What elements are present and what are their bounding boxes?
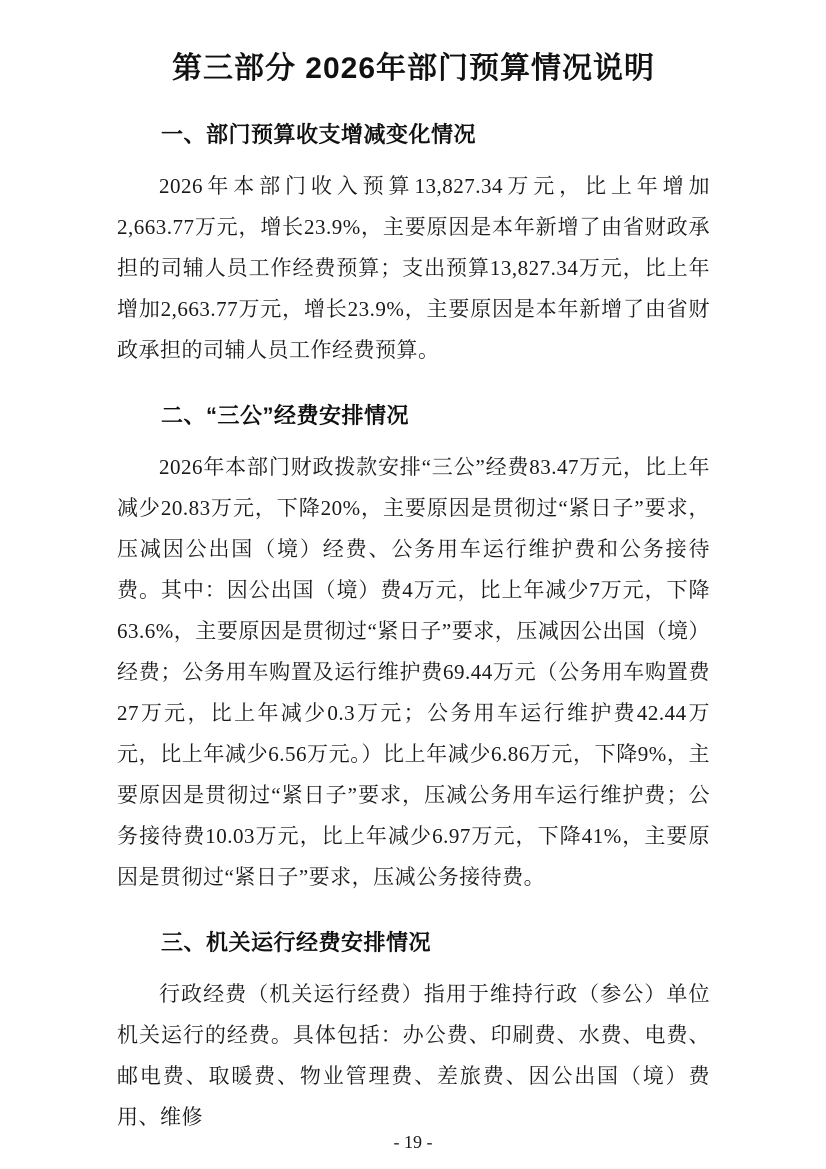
section-operating-funds-paragraph: 行政经费（机关运行经费）指用于维持行政（参公）单位机关运行的经费。具体包括：办公费、印刷费、水费、电费、邮电费、取暖费、物业管理费、差旅费、因公出国（境）费用、维修 (117, 982, 710, 1129)
section-operating-funds (117, 928, 710, 1138)
section-operating-funds-heading: 三、机关运行经费安排情况 (161, 930, 432, 955)
section-three-public-expenses-heading: 二、“三公”经费安排情况 (161, 403, 410, 428)
page-number: - 19 - (393, 1132, 433, 1152)
document-title: 第三部分 2026年部门预算情况说明 (171, 52, 656, 85)
section-three-public-expenses-paragraph: 2026年本部门财政拨款安排“三公”经费83.47万元，比上年减少20.83万元，下降20%，主要原因是贯彻过“紧日子”要求，压减因公出国（境）经费、公务用车运行维护费和公务接待费。其中：因公出国（境）费4万元，比上年减少7万元，下降63.6%，主要原因是贯彻过“紧日子”要求，压减因公出国（境）经费；公务用车购置及运行维护费69.44万元（公务用车购置费27万元，比上年减少0.3万元；公务用车运行维护费42.44万元，比上年减少6.56万元。）比上年减少6.86万元，下降9%，主要原因是贯彻过“紧日子”要求，压减公务用车运行维护费；公务接待费10.03万元，比上年减少6.97万元，下降41%，主要原因是贯彻过“紧日子”要求，压减公务接待费。 (117, 455, 710, 889)
section-three-public-expenses (117, 401, 710, 898)
section-budget-changes-paragraph: 2026年本部门收入预算13,827.34万元，比上年增加2,663.77万元，增长23.9%，主要原因是本年新增了由省财政承担的司辅人员工作经费预算；支出预算13,827.34万元，比上年增加2,663.77万元，增长23.9%，主要原因是本年新增了由省财政承担的司辅人员工作经费预算。 (117, 174, 710, 362)
section-budget-changes (117, 120, 710, 371)
section-budget-changes-heading: 一、部门预算收支增减变化情况 (161, 122, 477, 147)
